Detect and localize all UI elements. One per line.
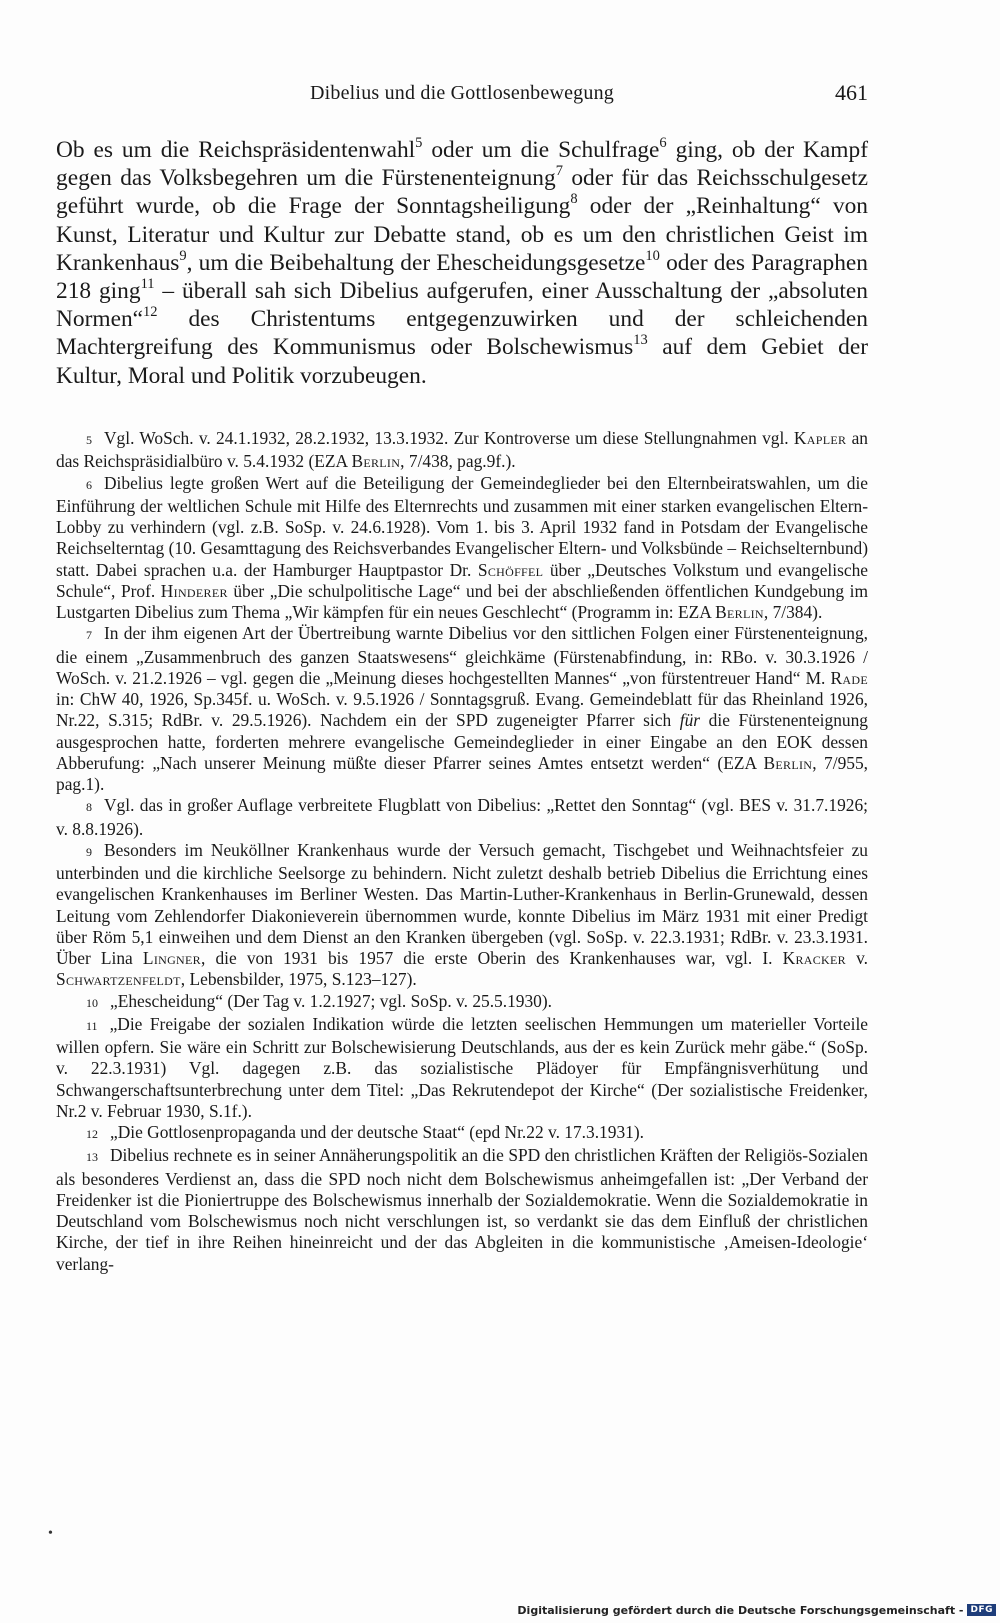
body-paragraph — [56, 136, 868, 390]
author-name: Rade — [830, 667, 868, 688]
footnote-ref: 9 — [179, 247, 187, 264]
footnote-number: 7 — [86, 628, 92, 643]
author-name: Schöffel — [477, 559, 544, 580]
text-run: „Die Gottlosenpropaganda und der deutsche Staat“ (epd Nr.22 v. 17.3.1931). — [110, 1122, 644, 1142]
footnote-7 — [56, 623, 868, 795]
archive-name: Berlin — [351, 451, 401, 472]
running-head: Dibelius und die Gottlosenbewegung — [310, 82, 614, 104]
footnote-ref: 13 — [633, 332, 648, 349]
main-text — [56, 136, 868, 390]
footnote-ref: 6 — [659, 134, 667, 151]
footnote-6 — [56, 473, 868, 624]
footnote-number: 9 — [86, 844, 92, 859]
text-run: oder der „Reinhaltung“ von Kunst, Literatur und Kultur zur Debatte stand, ob es um den christlichen Geist im Krankenhaus — [56, 193, 869, 276]
footnote-ref: 5 — [415, 134, 423, 151]
author-name: Lingner — [142, 948, 201, 968]
text-run: ging, ob der Kampf gegen das Volksbegehren um die Fürstenenteignung — [56, 137, 868, 192]
footnote-number: 8 — [86, 800, 92, 815]
text-run: , 7/438, pag.9f.). — [400, 451, 516, 472]
footnote-ref: 10 — [645, 247, 660, 264]
footnotes — [56, 428, 868, 1275]
text-run: die Fürstenenteignung ausgesprochen hatte, forderten mehrere evangelische Gemeindeglieder in einer Eingabe an den EOK dessen Abberufung: „Nach unserer Meinung müßte dieser Pfarrer seines Amtes entsetzt werden“ (EZA — [56, 710, 868, 773]
text-run: – überall sah sich Dibelius aufgerufen, einer Ausschaltung der „absoluten Normen“ — [56, 278, 868, 333]
page-number: 461 — [835, 80, 868, 105]
footer-text: Digitalisierung gefördert durch die Deutsche Forschungsgemeinschaft - — [517, 1603, 964, 1617]
page-header — [56, 82, 868, 112]
digitization-footer — [517, 1602, 996, 1618]
text-run: Dibelius rechnete es in seiner Annäherungspolitik an die SPD den christlichen Kräften der Religiös-Sozialen als besonderes Verdienst an, dass die SPD noch nicht dem Bolschewismus anheimgefallen ist: „Der Verband der Freidenker ist die Pioniertruppe des Bolschewismus innerhalb der Sozialdemokratie. Wenn die Sozialdemokratie in Deutschland vom Bolschewismus noch nicht verschlungen ist, so verdankt sie das dem Einfluß der christlichen Kirche, der tief in ihre Reihen hineinreicht und der das Abgleiten in die kommunistische ‚Ameisen-Ideologie‘ verlang- — [56, 1145, 868, 1274]
footnote-12 — [56, 1122, 868, 1145]
text-run: Besonders im Neuköllner Krankenhaus wurde der Versuch gemacht, Tischgebet und Weihnachtsfeier zu unterbinden und die kirchliche Seelsorge zu behindern. Nicht zuletzt deshalb betrieb Dibelius die Errichtung eines evangelischen Krankenhauses im Berliner Westen. Das Martin-Luther-Krankenhaus in Berlin-Grunewald, dessen Leitung vom Zehlendorfer Diakonieverein übernommen wurde, konnte Dibelius im März 1931 mit einer Predigt über Röm 5,1 einweihen und dem Dienst an den Kranken übergeben (vgl. SoSp. v. 22.3.1931; RdBr. v. 23.3.1931. Über Lina — [56, 839, 868, 968]
footnote-number: 12 — [86, 1127, 98, 1141]
text-run: v. — [845, 948, 868, 968]
text-run: , um die Beibehaltung der Ehescheidungsgesetze — [186, 249, 646, 276]
footnote-5 — [56, 428, 868, 473]
footnote-8 — [56, 795, 868, 840]
text-run: „Ehescheidung“ (Der Tag v. 1.2.1927; vgl. SoSp. v. 25.5.1930). — [110, 990, 553, 1011]
footnote-ref: 11 — [140, 275, 155, 292]
text-run: Vgl. WoSch. v. 24.1.1932, 28.2.1932, 13.3.1932. Zur Kontroverse um diese Stellungnahmen vgl. — [104, 428, 794, 448]
author-name: Kapler — [793, 428, 847, 448]
author-name: Schwartzenfeldt — [56, 969, 181, 990]
text-run: des Christentums entgegenzuwirken und der schleichenden Machtergreifung des Kommunismus oder Bolschewismus — [56, 306, 868, 361]
text-run: , die von 1931 bis 1957 die erste Oberin des Krankenhauses war, vgl. I. — [200, 948, 783, 968]
footnote-11 — [56, 1014, 868, 1122]
dfg-logo: DFG — [967, 1604, 996, 1616]
text-run: , 7/384). — [763, 602, 823, 622]
footnote-10 — [56, 991, 868, 1014]
text-run: Dibelius legte großen Wert auf die Beteiligung der Gemeindeglieder bei den Elternbeiratswahlen, um die Einführung der weltlichen Schule mit Hilfe des Elternrechts und zusammen mit einer starken evangelischen Eltern-Lobby zu verhindern (vgl. z.B. SoSp. v. 24.6.1928). Vom 1. bis 3. April 1932 fand in Potsdam der Evangelische Reichselterntag (10. Gesamttagung des Reichsverbandes Evangelischer Eltern- und Volksbünde – Reichselternbund) statt. Dabei sprachen u.a. der Hamburger Hauptpastor Dr. — [56, 472, 868, 580]
footnote-number: 5 — [86, 433, 92, 447]
text-run: Vgl. das in großer Auflage verbreitete Flugblatt von Dibelius: „Rettet den Sonntag“ (vgl. BES v. 31.7.1926; v. 8.8.1926). — [56, 795, 868, 839]
text-run: „Die Freigabe der sozialen Indikation würde die letzten seelischen Hemmungen um materieller Vorteile willen opfern. Sie wäre ein Schritt zur Bolschewisierung Deutschlands, aus der es kein Zurück mehr gäbe.“ (SoSp. v. 22.3.1931) Vgl. dagegen z.B. das sozialistische Plädoyer für Empfängnisverhütung und Schwangerschaftsunterbrechung unter dem Titel: „Das Rekrutendepot der Kirche“ (Der sozialistische Freidenker, Nr.2 v. Februar 1930, S.1f.). — [56, 1013, 868, 1121]
footnote-number: 6 — [86, 477, 92, 492]
text-run: , 7/955, pag.1). — [56, 752, 869, 794]
footnote-ref: 8 — [570, 191, 578, 208]
footnote-number: 13 — [86, 1150, 98, 1165]
text-run: oder für das Reichsschulgesetz geführt wurde, ob die Frage der Sonntagsheiligung — [56, 165, 868, 220]
footnote-number: 10 — [86, 995, 98, 1010]
text-run: auf dem Gebiet der Kultur, Moral und Politik vorzubeugen. — [56, 334, 868, 389]
author-name: Hinderer — [160, 580, 228, 601]
author-name: Kracker — [782, 948, 846, 968]
text-run: über „Die schulpolitische Lage“ und bei der abschließenden öffentlichen Kundgebung im Lustgarten Dibelius zum Thema „Wir kämpfen für ein neues Geschlecht“ (Programm in: EZA — [56, 580, 868, 622]
archive-name: Berlin — [715, 602, 764, 622]
text-run: in: ChW 40, 1926, Sp.345f. u. WoSch. v. 9.5.1926 / Sonntagsgruß. Evang. Gemeindeblatt für das Rheinland 1926, Nr.22, S.315; RdBr. v. 29.5.1926). Nachdem ein der SPD zugeneigter Pfarrer sich — [56, 689, 868, 731]
archive-name: Berlin — [763, 752, 813, 773]
text-run: über „Deutsches Volkstum und evangelische Schule“, Prof. — [56, 559, 868, 601]
emphasis: für — [679, 710, 701, 731]
text-run: Ob es um die Reichspräsidentenwahl — [56, 137, 416, 163]
text-run: , Lebensbilder, 1975, S.123–127). — [180, 969, 417, 990]
footnote-13 — [56, 1145, 868, 1275]
text-run: oder des Paragraphen 218 ging — [56, 249, 868, 305]
scan-mark: • — [48, 1526, 53, 1541]
text-run: oder um die Schulfrage — [422, 137, 660, 163]
text-run: an das Reichspräsidialbüro v. 5.4.1932 (EZA — [56, 428, 868, 472]
footnote-ref: 12 — [143, 303, 158, 320]
text-run: In der ihm eigenen Art der Übertreibung warnte Dibelius vor den sittlichen Folgen einer Fürstenenteignung, die einem „Zusammenbruch des ganzen Staatswesens“ gleichkäme (Fürstenabfindung, in: RBo. v. 30.3.1926 / WoSch. v. 21.2.1926 – vgl. gegen die „Meinung dieses hochgestellten Mannes“ „von fürstentreuer Hand“ M. — [56, 623, 868, 688]
footnote-ref: 7 — [555, 162, 563, 179]
footnote-number: 11 — [86, 1018, 98, 1033]
footnote-9 — [56, 840, 868, 991]
